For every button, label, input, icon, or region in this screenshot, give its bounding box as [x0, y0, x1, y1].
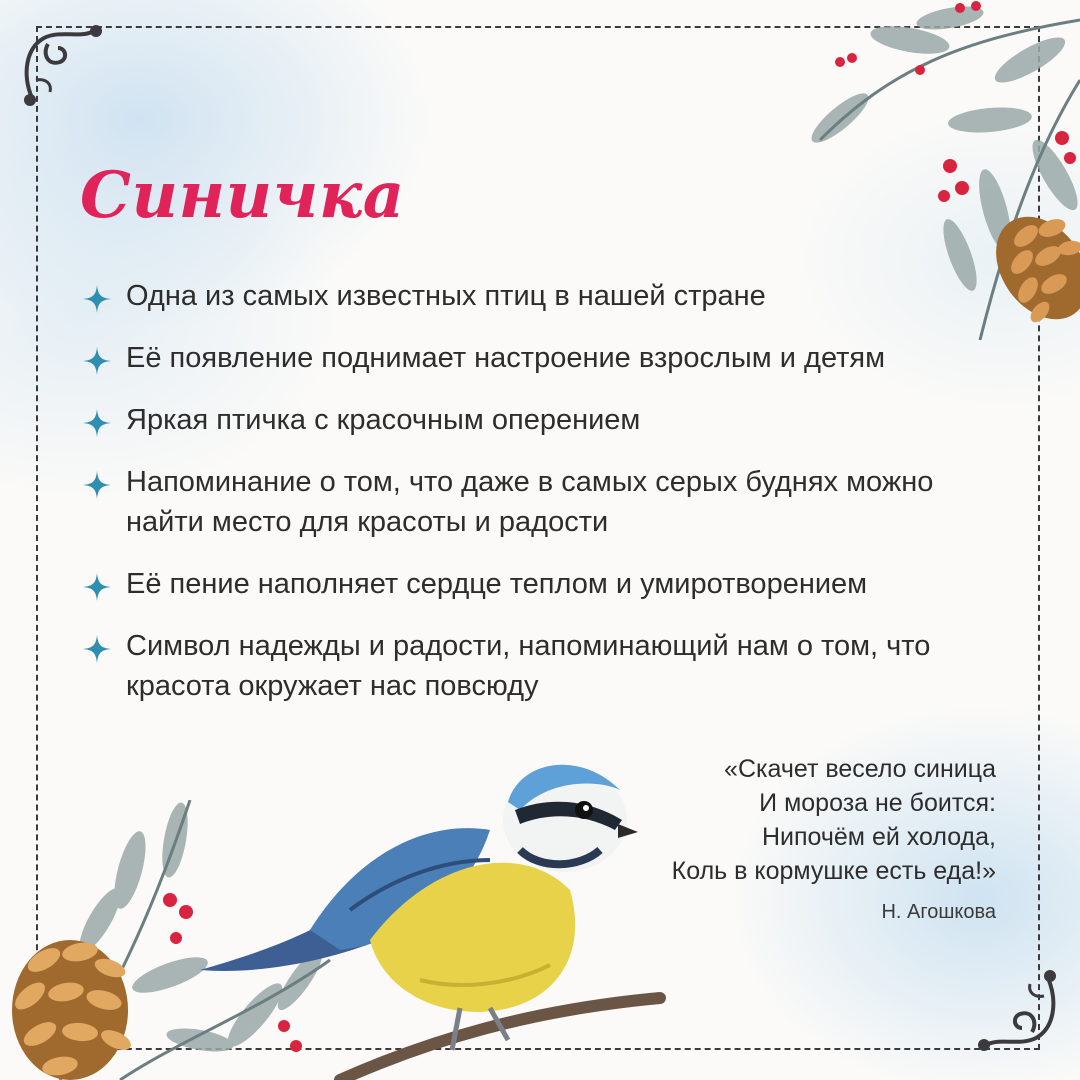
- poem-line: И мороза не боится:: [759, 789, 996, 817]
- sparkle-bullet-icon: [82, 284, 112, 314]
- fact-text: Символ надежды и радости, напоминающий нам о том, что красота окружает нас повсюду: [126, 630, 931, 702]
- poem-line: «Скачет весело синица: [724, 755, 996, 783]
- list-item: [82, 276, 1002, 316]
- sparkle-bullet-icon: [82, 572, 112, 602]
- facts-list: [82, 276, 1002, 728]
- corner-flourish-bottom-right-icon: [972, 966, 1068, 1062]
- fact-text: Её появление поднимает настроение взрослым и детям: [126, 342, 886, 374]
- poem-line: Коль в кормушке есть еда!»: [671, 857, 996, 885]
- poem-line: Нипочём ей холода,: [761, 823, 996, 851]
- fact-text: Её пение наполняет сердце теплом и умиротворением: [126, 568, 868, 600]
- corner-flourish-top-left-icon: [12, 14, 108, 110]
- pine-cone-bottom-left: [10, 940, 133, 1080]
- poem-author: Н. Агошкова: [881, 901, 996, 923]
- poem-quote: [672, 752, 996, 926]
- page-title: Синичка: [80, 158, 405, 233]
- sparkle-bullet-icon: [82, 470, 112, 500]
- list-item: [82, 626, 1002, 706]
- list-item: [82, 564, 1002, 604]
- sparkle-bullet-icon: [82, 346, 112, 376]
- list-item: [82, 338, 1002, 378]
- fact-text: Одна из самых известных птиц в нашей стране: [126, 280, 766, 312]
- list-item: [82, 462, 1002, 542]
- fact-text: Напоминание о том, что даже в самых серых буднях можно найти место для красоты и радости: [126, 466, 934, 538]
- fact-text: Яркая птичка с красочным оперением: [126, 404, 641, 436]
- blue-tit-bird: [190, 740, 710, 1080]
- sparkle-bullet-icon: [82, 408, 112, 438]
- sparkle-bullet-icon: [82, 634, 112, 664]
- list-item: [82, 400, 1002, 440]
